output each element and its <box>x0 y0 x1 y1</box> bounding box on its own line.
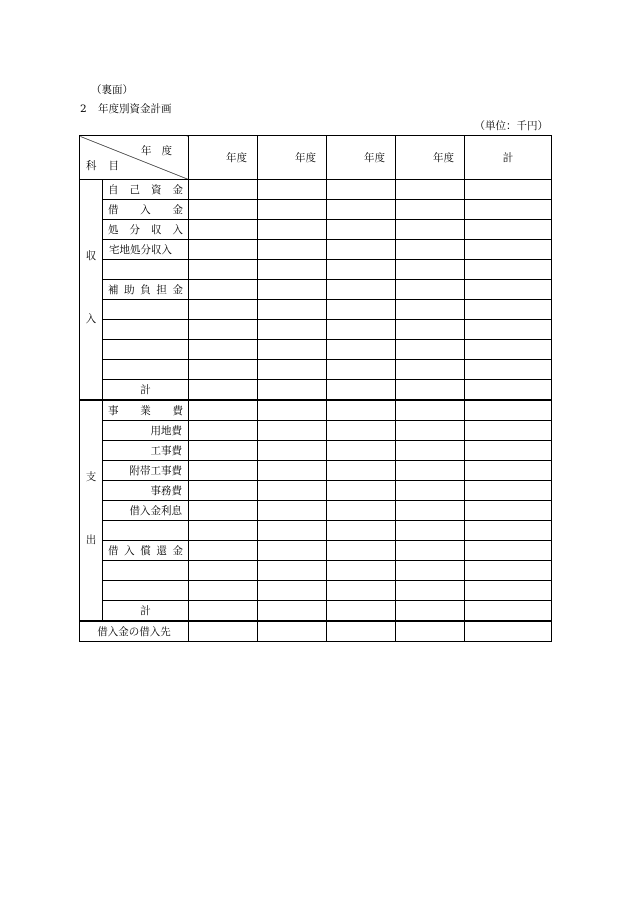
input-cell[interactable] <box>327 340 396 360</box>
input-cell[interactable] <box>396 621 465 642</box>
input-cell[interactable] <box>258 441 327 461</box>
input-cell[interactable] <box>396 421 465 441</box>
corner-year-label: 年度 <box>141 145 182 157</box>
input-cell[interactable] <box>465 200 552 220</box>
input-cell[interactable] <box>327 280 396 300</box>
section-title-text: 年度別資金計画 <box>98 103 172 115</box>
year-header-1: 年度 <box>189 136 258 180</box>
input-cell[interactable] <box>189 541 258 561</box>
expense-item: 工事費 <box>103 441 189 461</box>
input-cell[interactable] <box>258 180 327 200</box>
input-cell[interactable] <box>189 621 258 642</box>
input-cell[interactable] <box>189 180 258 200</box>
input-cell[interactable] <box>396 200 465 220</box>
expense-row <box>80 501 552 521</box>
input-cell[interactable] <box>465 400 552 421</box>
input-cell[interactable] <box>465 581 552 601</box>
input-cell[interactable] <box>327 521 396 541</box>
input-cell[interactable] <box>396 260 465 280</box>
input-cell[interactable] <box>327 541 396 561</box>
input-cell[interactable] <box>258 541 327 561</box>
income-row <box>80 360 552 380</box>
income-row <box>80 320 552 340</box>
income-item-label: 補 助 負 担 金 <box>108 284 183 296</box>
input-cell[interactable] <box>396 360 465 380</box>
input-cell[interactable] <box>327 260 396 280</box>
income-total-label: 計 <box>103 380 189 401</box>
expense-item <box>103 521 189 541</box>
expense-row <box>80 561 552 581</box>
input-cell[interactable] <box>465 541 552 561</box>
income-item <box>103 320 189 340</box>
income-item-label: 借 入 金 <box>108 204 183 216</box>
input-cell[interactable] <box>258 260 327 280</box>
expense-item-label: 事 業 費 <box>108 405 183 417</box>
input-cell[interactable] <box>189 461 258 481</box>
input-cell[interactable] <box>465 441 552 461</box>
input-cell[interactable] <box>465 621 552 642</box>
input-cell[interactable] <box>327 581 396 601</box>
input-cell[interactable] <box>465 280 552 300</box>
input-cell[interactable] <box>327 180 396 200</box>
income-item <box>103 340 189 360</box>
input-cell[interactable] <box>327 300 396 320</box>
input-cell[interactable] <box>396 180 465 200</box>
expense-item: 借入金利息 <box>103 501 189 521</box>
input-cell[interactable] <box>396 280 465 300</box>
expense-row <box>80 461 552 481</box>
input-cell[interactable] <box>327 601 396 622</box>
expense-row <box>80 421 552 441</box>
input-cell[interactable] <box>258 280 327 300</box>
input-cell[interactable] <box>189 340 258 360</box>
income-total-row <box>80 380 552 401</box>
input-cell[interactable] <box>396 461 465 481</box>
input-cell[interactable] <box>327 360 396 380</box>
input-cell[interactable] <box>396 541 465 561</box>
header-row <box>80 136 552 180</box>
expense-row <box>80 400 552 421</box>
income-row <box>80 340 552 360</box>
input-cell[interactable] <box>258 240 327 260</box>
input-cell[interactable] <box>465 421 552 441</box>
year-header-3: 年度 <box>327 136 396 180</box>
input-cell[interactable] <box>189 200 258 220</box>
input-cell[interactable] <box>465 501 552 521</box>
income-item <box>103 360 189 380</box>
input-cell[interactable] <box>327 621 396 642</box>
input-cell[interactable] <box>465 320 552 340</box>
input-cell[interactable] <box>465 461 552 481</box>
input-cell[interactable] <box>327 421 396 441</box>
income-row <box>80 240 552 260</box>
input-cell[interactable] <box>396 561 465 581</box>
income-item: 宅地処分収入 <box>103 240 189 260</box>
input-cell[interactable] <box>189 320 258 340</box>
expense-total-row <box>80 601 552 622</box>
input-cell[interactable] <box>189 400 258 421</box>
input-cell[interactable] <box>258 340 327 360</box>
expense-row <box>80 521 552 541</box>
expense-item-label: 借 入 償 還 金 <box>108 545 183 557</box>
input-cell[interactable] <box>258 320 327 340</box>
input-cell[interactable] <box>465 561 552 581</box>
income-row <box>80 220 552 240</box>
input-cell[interactable] <box>258 501 327 521</box>
input-cell[interactable] <box>465 380 552 401</box>
input-cell[interactable] <box>327 220 396 240</box>
input-cell[interactable] <box>258 581 327 601</box>
input-cell[interactable] <box>258 380 327 401</box>
income-row <box>80 200 552 220</box>
year-header-2: 年度 <box>258 136 327 180</box>
input-cell[interactable] <box>396 481 465 501</box>
input-cell[interactable] <box>465 360 552 380</box>
unit-label: （単位：千円） <box>474 120 548 132</box>
income-row <box>80 180 552 200</box>
input-cell[interactable] <box>189 441 258 461</box>
lender-label: 借入金の借入先 <box>80 621 189 642</box>
input-cell[interactable] <box>258 200 327 220</box>
input-cell[interactable] <box>465 260 552 280</box>
corner-cell <box>80 136 189 180</box>
corner-subject-label: 科目 <box>86 160 131 172</box>
input-cell[interactable] <box>465 300 552 320</box>
input-cell[interactable] <box>189 521 258 541</box>
expense-total-label: 計 <box>103 601 189 622</box>
input-cell[interactable] <box>465 220 552 240</box>
expense-row <box>80 441 552 461</box>
funding-plan-table <box>79 135 552 642</box>
input-cell[interactable] <box>189 380 258 401</box>
income-label-top: 収 <box>85 250 97 262</box>
input-cell[interactable] <box>189 501 258 521</box>
input-cell[interactable] <box>396 220 465 240</box>
input-cell[interactable] <box>327 200 396 220</box>
input-cell[interactable] <box>396 441 465 461</box>
input-cell[interactable] <box>189 220 258 240</box>
input-cell[interactable] <box>327 240 396 260</box>
input-cell[interactable] <box>189 260 258 280</box>
input-cell[interactable] <box>189 360 258 380</box>
expense-item: 事務費 <box>103 481 189 501</box>
input-cell[interactable] <box>327 320 396 340</box>
income-row <box>80 280 552 300</box>
input-cell[interactable] <box>465 601 552 622</box>
income-item <box>103 180 189 200</box>
input-cell[interactable] <box>258 300 327 320</box>
expense-item <box>103 400 189 421</box>
input-cell[interactable] <box>258 220 327 240</box>
input-cell[interactable] <box>396 521 465 541</box>
input-cell[interactable] <box>258 461 327 481</box>
expense-label-top: 支 <box>85 471 97 483</box>
income-label <box>80 180 103 401</box>
input-cell[interactable] <box>258 421 327 441</box>
input-cell[interactable] <box>465 180 552 200</box>
expense-item <box>103 581 189 601</box>
expense-label-bottom: 出 <box>85 534 97 546</box>
input-cell[interactable] <box>396 340 465 360</box>
input-cell[interactable] <box>396 380 465 401</box>
input-cell[interactable] <box>189 561 258 581</box>
income-item <box>103 260 189 280</box>
expense-row <box>80 541 552 561</box>
input-cell[interactable] <box>396 240 465 260</box>
input-cell[interactable] <box>189 421 258 441</box>
input-cell[interactable] <box>258 521 327 541</box>
income-item <box>103 220 189 240</box>
income-row <box>80 260 552 280</box>
input-cell[interactable] <box>258 360 327 380</box>
section-number: 2 <box>80 103 87 115</box>
input-cell[interactable] <box>396 300 465 320</box>
input-cell[interactable] <box>327 441 396 461</box>
input-cell[interactable] <box>465 340 552 360</box>
input-cell[interactable] <box>327 380 396 401</box>
input-cell[interactable] <box>327 561 396 581</box>
input-cell[interactable] <box>258 621 327 642</box>
input-cell[interactable] <box>327 400 396 421</box>
expense-item <box>103 561 189 581</box>
income-item-label: 処 分 収 入 <box>108 224 183 236</box>
expense-item: 附帯工事費 <box>103 461 189 481</box>
total-header: 計 <box>465 136 552 180</box>
input-cell[interactable] <box>258 481 327 501</box>
income-item <box>103 280 189 300</box>
income-item <box>103 200 189 220</box>
income-row <box>80 300 552 320</box>
lender-row <box>80 621 552 642</box>
input-cell[interactable] <box>189 240 258 260</box>
input-cell[interactable] <box>189 481 258 501</box>
income-label-bottom: 入 <box>85 313 97 325</box>
input-cell[interactable] <box>189 280 258 300</box>
expense-label <box>80 400 103 621</box>
section-title <box>80 101 172 116</box>
input-cell[interactable] <box>258 400 327 421</box>
page-side-label: （裏面） <box>91 84 133 96</box>
input-cell[interactable] <box>189 581 258 601</box>
income-item-label: 自 己 資 金 <box>108 184 183 196</box>
input-cell[interactable] <box>189 601 258 622</box>
input-cell[interactable] <box>396 581 465 601</box>
input-cell[interactable] <box>396 320 465 340</box>
expense-row <box>80 481 552 501</box>
year-header-4: 年度 <box>396 136 465 180</box>
income-item <box>103 300 189 320</box>
input-cell[interactable] <box>396 601 465 622</box>
expense-item <box>103 541 189 561</box>
input-cell[interactable] <box>189 300 258 320</box>
input-cell[interactable] <box>396 501 465 521</box>
input-cell[interactable] <box>258 601 327 622</box>
input-cell[interactable] <box>465 240 552 260</box>
input-cell[interactable] <box>327 501 396 521</box>
expense-item: 用地費 <box>103 421 189 441</box>
input-cell[interactable] <box>465 521 552 541</box>
input-cell[interactable] <box>396 400 465 421</box>
input-cell[interactable] <box>327 461 396 481</box>
input-cell[interactable] <box>465 481 552 501</box>
input-cell[interactable] <box>327 481 396 501</box>
expense-row <box>80 581 552 601</box>
input-cell[interactable] <box>258 561 327 581</box>
